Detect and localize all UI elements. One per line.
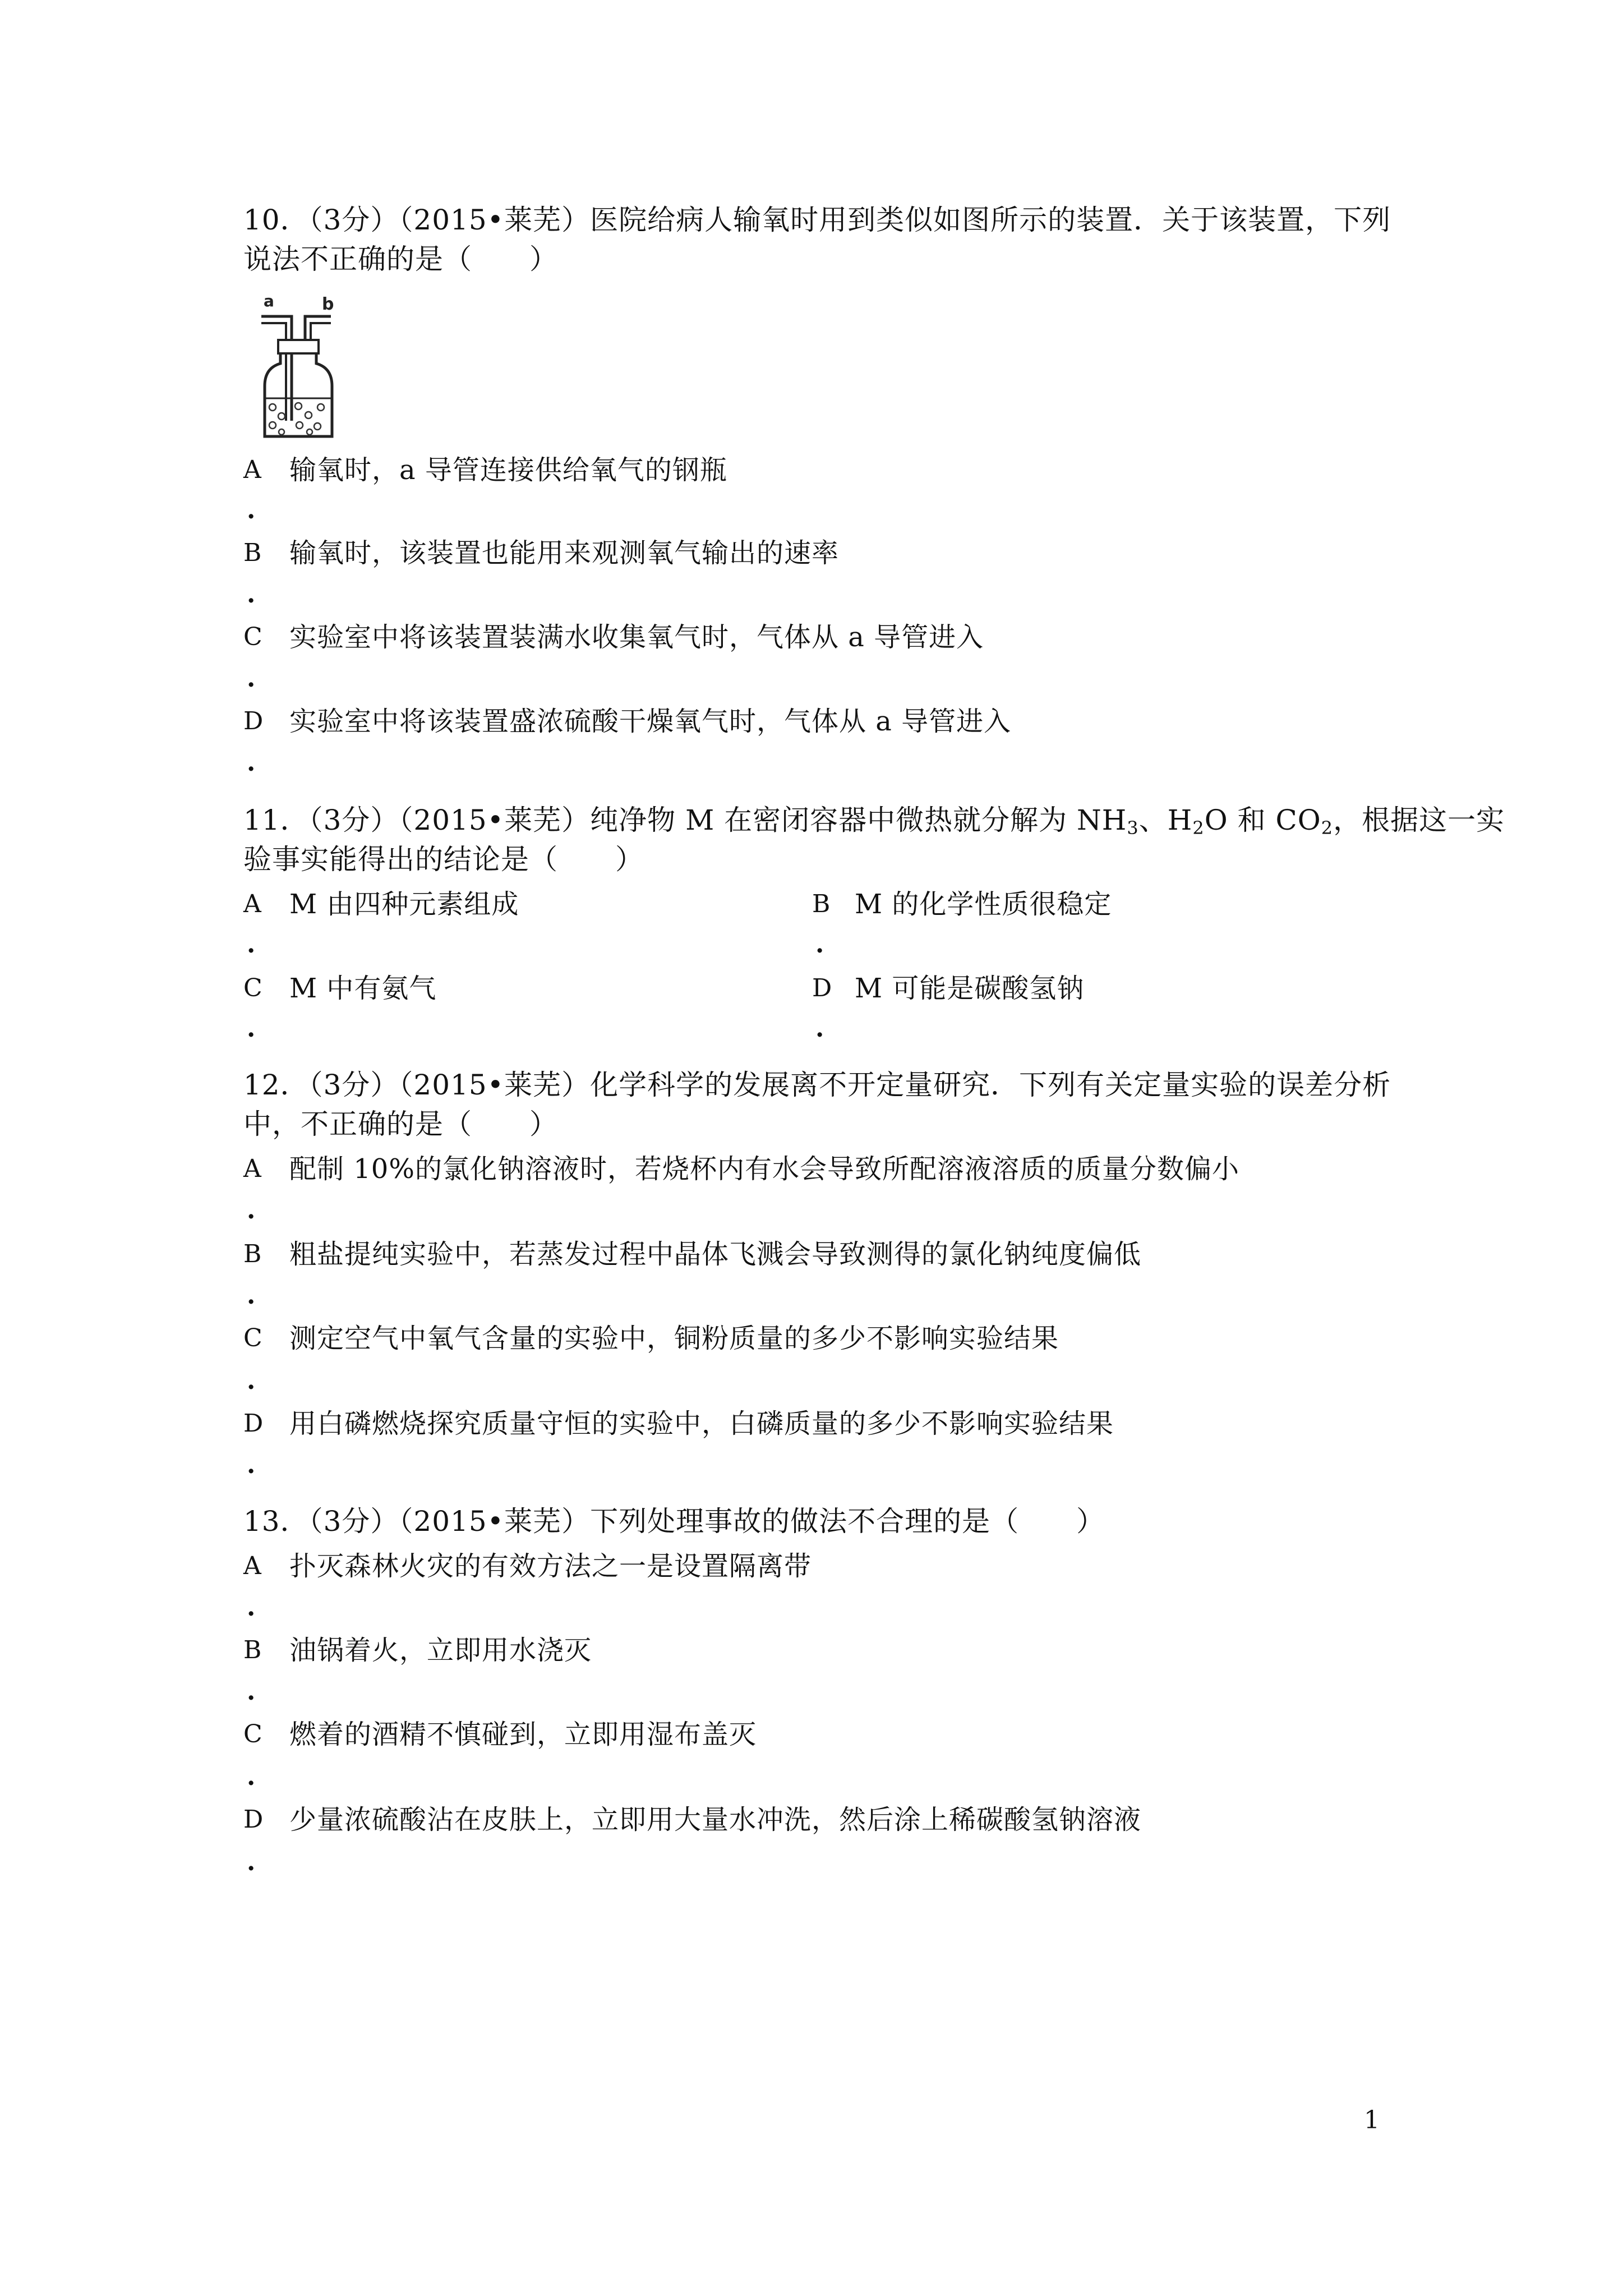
option-dot: . bbox=[247, 664, 256, 693]
option-letter: C bbox=[243, 1324, 262, 1352]
option-text: 输氧时，该装置也能用来观测氧气输出的速率 bbox=[289, 537, 840, 569]
option-dot: . bbox=[815, 930, 824, 959]
option-dot: . bbox=[247, 748, 256, 777]
question-stem: 10．（3分）（2015•莱芜）医院给病人输氧时用到类似如图所示的装置．关于该装置，下列 bbox=[243, 204, 1391, 236]
option-letter: A bbox=[243, 890, 261, 918]
option-dot: . bbox=[247, 1281, 256, 1310]
option-letter: D bbox=[243, 707, 264, 735]
option-text: 实验室中将该装置盛浓硫酸干燥氧气时，气体从 a 导管进入 bbox=[289, 706, 1012, 737]
option-text: 测定空气中氧气含量的实验中，铜粉质量的多少不影响实验结果 bbox=[289, 1323, 1059, 1354]
option-text: 实验室中将该装置装满水收集氧气时，气体从 a 导管进入 bbox=[289, 622, 984, 653]
option-text: 少量浓硫酸沾在皮肤上，立即用大量水冲洗，然后涂上稀碳酸氢钠溶液 bbox=[289, 1804, 1142, 1835]
option-dot: . bbox=[247, 496, 256, 524]
option-letter: A bbox=[243, 455, 261, 484]
option-letter: B bbox=[243, 1636, 262, 1664]
option-dot: . bbox=[247, 1848, 256, 1876]
figure-label-a: a bbox=[264, 292, 274, 310]
page-number: 1 bbox=[1364, 2106, 1380, 2134]
option-dot: . bbox=[247, 1593, 256, 1622]
option-text: 油锅着火，立即用水浇灭 bbox=[289, 1635, 592, 1666]
option-text: 扑灭森林火灾的有效方法之一是设置隔离带 bbox=[289, 1550, 812, 1582]
option-dot: . bbox=[247, 930, 256, 959]
option-letter: D bbox=[243, 1409, 264, 1438]
question-stem: 验事实能得出的结论是（ ） bbox=[243, 843, 644, 876]
option-dot: . bbox=[247, 1451, 256, 1479]
option-dot: . bbox=[247, 580, 256, 609]
option-dot: . bbox=[247, 1196, 256, 1225]
option-letter: D bbox=[812, 974, 832, 1002]
option-letter: A bbox=[243, 1552, 261, 1580]
option-text: M 中有氨气 bbox=[289, 973, 437, 1004]
figure-label-b: b bbox=[322, 295, 334, 314]
option-letter: B bbox=[812, 890, 831, 918]
option-text: 输氧时，a 导管连接供给氧气的钢瓶 bbox=[289, 454, 727, 486]
option-dot: . bbox=[247, 1014, 256, 1043]
gas-washing-bottle-icon bbox=[259, 292, 338, 443]
option-dot: . bbox=[247, 1763, 256, 1791]
option-letter: B bbox=[243, 539, 262, 567]
option-text: M 的化学性质很稳定 bbox=[855, 889, 1112, 920]
option-letter: C bbox=[243, 623, 262, 651]
question-stem: 说法不正确的是（ ） bbox=[243, 243, 558, 275]
option-letter: B bbox=[243, 1240, 262, 1268]
option-text: 燃着的酒精不慎碰到，立即用湿布盖灭 bbox=[289, 1719, 757, 1750]
option-text: M 由四种元素组成 bbox=[289, 889, 519, 920]
option-letter: C bbox=[243, 1720, 262, 1749]
option-text: 粗盐提纯实验中，若蒸发过程中晶体飞溅会导致测得的氯化钠纯度偏低 bbox=[289, 1239, 1142, 1270]
option-text: M 可能是碳酸氢钠 bbox=[855, 973, 1085, 1004]
option-letter: C bbox=[243, 974, 262, 1002]
question-stem: 11．（3分）（2015•莱芜）纯净物 M 在密闭容器中微热就分解为 $NH_3$、$H_2O$ 和 $CO_2$，根据这一实 bbox=[243, 804, 1505, 839]
question-stem: 13．（3分）（2015•莱芜）下列处理事故的做法不合理的是（ ） bbox=[243, 1505, 1105, 1538]
option-dot: . bbox=[247, 1366, 256, 1395]
option-letter: A bbox=[243, 1154, 261, 1183]
question-stem: 中，不正确的是（ ） bbox=[243, 1108, 558, 1140]
option-dot: . bbox=[247, 1677, 256, 1706]
option-text: 配制 10%的氯化钠溶液时，若烧杯内有水会导致所配溶液溶质的质量分数偏小 bbox=[289, 1153, 1239, 1185]
option-letter: D bbox=[243, 1805, 264, 1834]
option-dot: . bbox=[815, 1014, 824, 1043]
option-text: 用白磷燃烧探究质量守恒的实验中，白磷质量的多少不影响实验结果 bbox=[289, 1408, 1114, 1439]
question-stem: 12．（3分）（2015•莱芜）化学科学的发展离不开定量研究．下列有关定量实验的误差分析 bbox=[243, 1069, 1391, 1101]
